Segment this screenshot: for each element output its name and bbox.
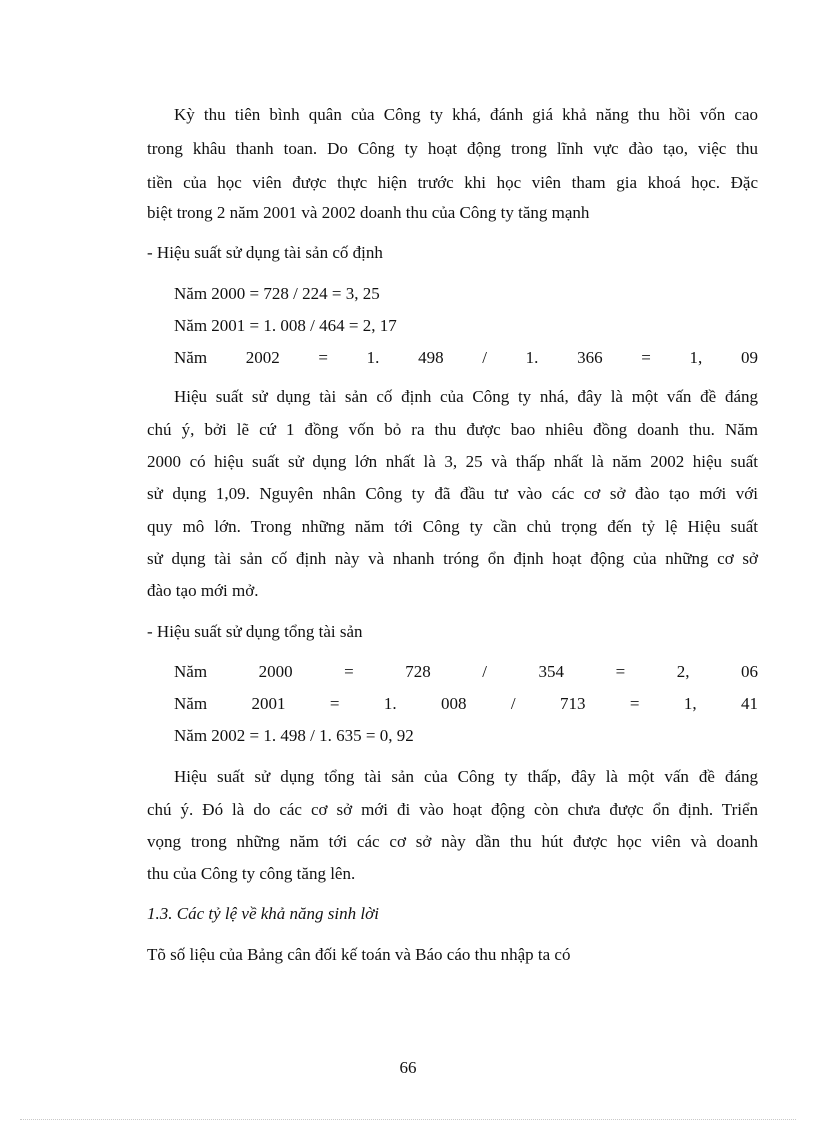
paragraph-line: chú ý, bởi lẽ cứ 1 đồng vốn bỏ ra thu được bao nhiêu đồng doanh thu. Năm [147, 420, 758, 439]
page-number: 66 [399, 1058, 417, 1077]
paragraph-line: sử dụng 1,09. Nguyên nhân Công ty đã đầu tư vào các cơ sở đào tạo mới với [147, 484, 758, 503]
paragraph-line: vọng trong những năm tới các cơ sở này dần thu hút được học viên và doanh [147, 832, 758, 851]
paragraph-line: tiền của học viên được thực hiện trước khi học viên tham gia khoá học. Đặc [147, 173, 758, 192]
paragraph-line: Hiệu suất sử dụng tổng tài sản của Công ty thấp, đây là một vấn đề đáng [174, 767, 758, 786]
paragraph-line: biệt trong 2 năm 2001 và 2002 doanh thu của Công ty tăng mạnh [147, 203, 590, 222]
formula-line: Năm 2002 = 1. 498 / 1. 635 = 0, 92 [174, 726, 414, 745]
paragraph-line: thu của Công ty công tăng lên. [147, 864, 356, 883]
subheading-total-assets: - Hiệu suất sử dụng tổng tài sản [147, 622, 363, 641]
paragraph-line: Hiệu suất sử dụng tài sản cố định của Công ty nhá, đây là một vấn đề đáng [174, 387, 758, 406]
formula-line: Năm 2001 = 1. 008 / 464 = 2, 17 [174, 316, 397, 335]
formula-line: Năm 2000 = 728 / 354 = 2, 06 [174, 662, 758, 681]
subheading-fixed-assets: - Hiệu suất sử dụng tài sản cố định [147, 243, 383, 262]
paragraph-line: Tõ số liệu của Bảng cân đối kế toán và Báo cáo thu nhập ta có [147, 945, 571, 964]
paragraph-line: trong khâu thanh toan. Do Công ty hoạt động trong lĩnh vực đào tạo, việc thu [147, 139, 758, 158]
formula-line: Năm 2002 = 1. 498 / 1. 366 = 1, 09 [174, 348, 758, 367]
paragraph-line: quy mô lớn. Trong những năm tới Công ty cần chủ trọng đến tỷ lệ Hiệu suất [147, 517, 758, 536]
paragraph-line: sử dụng tài sản cố định này và nhanh tróng ổn định hoạt động của những cơ sở [147, 549, 758, 568]
page-bottom-border [20, 1119, 796, 1120]
paragraph-line: Kỳ thu tiên bình quân của Công ty khá, đánh giá khả năng thu hồi vốn cao [174, 105, 758, 124]
paragraph-line: đào tạo mới mở. [147, 581, 259, 600]
paragraph-line: chú ý. Đó là do các cơ sở mới đi vào hoạt động còn chưa được ổn định. Triển [147, 800, 758, 819]
formula-line: Năm 2000 = 728 / 224 = 3, 25 [174, 284, 380, 303]
formula-line: Năm 2001 = 1. 008 / 713 = 1, 41 [174, 694, 758, 713]
paragraph-line: 2000 có hiệu suất sử dụng lớn nhất là 3, 25 và thấp nhất là năm 2002 hiệu suất [147, 452, 758, 471]
section-title: 1.3. Các tỷ lệ về khả năng sinh lời [147, 904, 379, 923]
